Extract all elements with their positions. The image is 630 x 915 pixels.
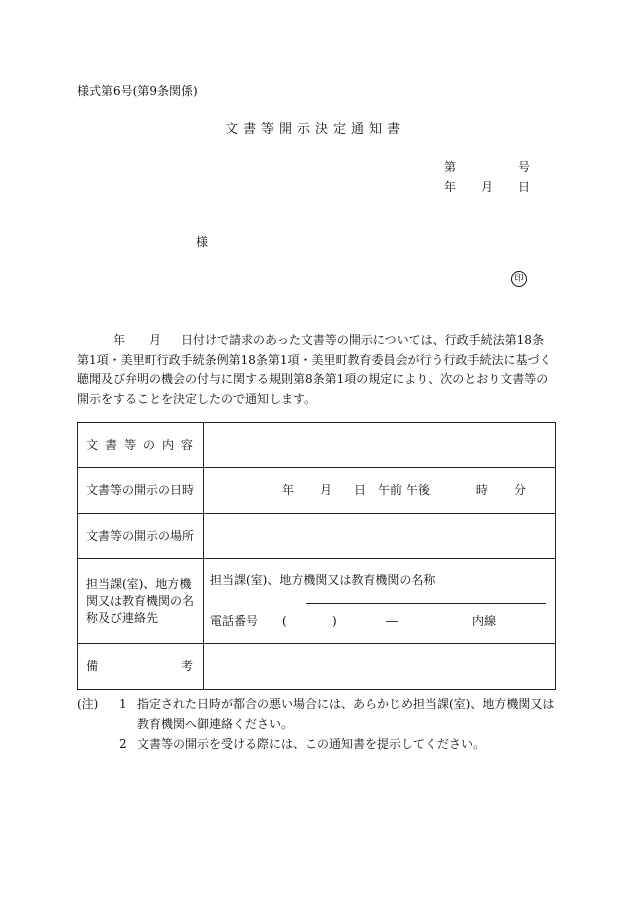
dt-hour: 時 xyxy=(475,483,488,497)
issue-month: 月 xyxy=(480,180,493,194)
dt-month: 月 xyxy=(320,483,333,497)
notes-section xyxy=(77,694,557,754)
number-suffix: 号 xyxy=(517,160,530,174)
row-contents xyxy=(78,423,556,468)
note-text: 指定された日時が都合の悪い場合には、あらかじめ担当課(室)、地方機関又は教育機関へ御連絡ください。 xyxy=(137,697,555,731)
issue-day: 日 xyxy=(517,180,530,194)
phone-label: 電話番号 xyxy=(210,614,259,628)
row-contact xyxy=(78,559,556,644)
form-number: 様式第6号(第9条関係) xyxy=(77,84,198,98)
contact-name-caption: 担当課(室)、地方機関又は教育機関の名称 xyxy=(210,573,436,587)
contents-value xyxy=(204,423,556,468)
contact-value xyxy=(204,559,556,644)
phone-extension: 内線 xyxy=(472,614,497,628)
remarks-label: 備 考 xyxy=(78,644,204,690)
note-text: 文書等の開示を受ける際には、この通知書を提示してください。 xyxy=(137,737,486,751)
dt-year: 年 xyxy=(282,483,295,497)
phone-paren-close: ) xyxy=(332,614,337,628)
note-number: 1 xyxy=(119,697,127,711)
phone-paren-open: ( xyxy=(282,614,287,628)
body-year: 年 xyxy=(113,333,126,347)
disclosure-info-table xyxy=(77,422,556,690)
contact-label: 担当課(室)、地方機関又は教育機関の名称及び連絡先 xyxy=(78,559,204,644)
document-number-line xyxy=(444,160,530,175)
row-place xyxy=(78,514,556,559)
note-item xyxy=(77,694,557,734)
datetime-label: 文書等の開示の日時 xyxy=(78,468,204,514)
notes-heading: (注) xyxy=(77,697,99,711)
seal-icon: 印 xyxy=(511,271,527,287)
dt-minute: 分 xyxy=(513,483,526,497)
document-title: 文書等開示決定通知書 xyxy=(224,122,405,137)
dt-am: 午前 xyxy=(378,483,403,497)
issue-year: 年 xyxy=(444,180,457,194)
body-text: 日付けで請求のあった文書等の開示については、行政手続法第18条第1項・美里町行政手続条例第18条第1項・美里町教育委員会が行う行政手続法に基づく聴聞及び弁明の機会の付与に関する規則第8条第1項の規定により、次のとおり文書等の開示をすることを決定したので通知します。 xyxy=(77,333,552,406)
place-label: 文書等の開示の場所 xyxy=(78,514,204,559)
note-item xyxy=(77,734,557,754)
row-remarks xyxy=(78,644,556,690)
note-number: 2 xyxy=(119,737,127,751)
row-datetime xyxy=(78,468,556,514)
dt-pm: 午後 xyxy=(405,483,430,497)
number-prefix: 第 xyxy=(444,160,457,174)
contact-name-underline xyxy=(306,603,546,604)
datetime-value xyxy=(204,468,556,514)
contents-label: 文 書 等 の 内 容 xyxy=(78,423,204,468)
notice-body xyxy=(77,331,555,409)
remarks-value xyxy=(204,644,556,690)
body-month: 月 xyxy=(149,333,162,347)
issue-date-line xyxy=(444,180,530,195)
addressee-suffix: 様 xyxy=(196,235,209,249)
phone-dash: ― xyxy=(386,614,398,628)
dt-day: 日 xyxy=(354,483,367,497)
place-value xyxy=(204,514,556,559)
